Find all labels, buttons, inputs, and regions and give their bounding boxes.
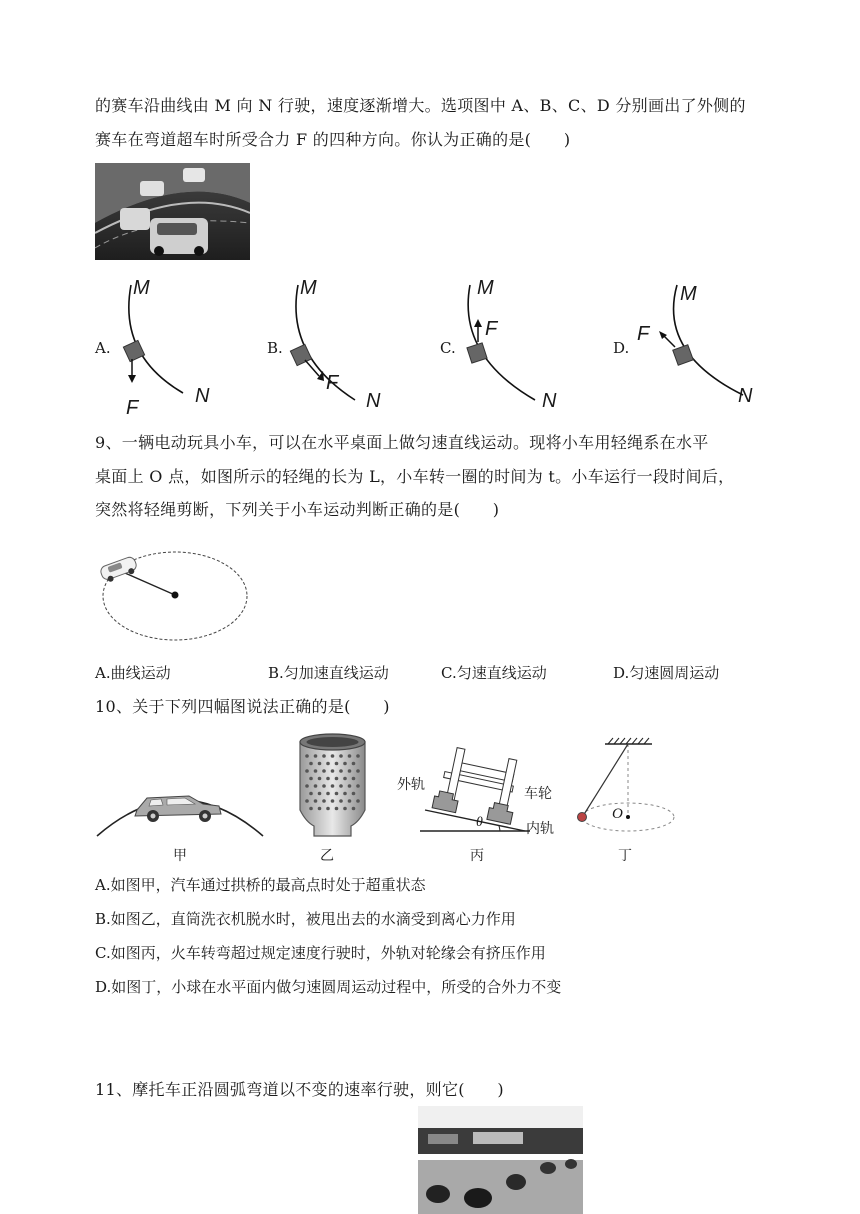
q8-a-f-label: F xyxy=(126,397,139,419)
q10-label-o: O xyxy=(612,806,623,822)
q8-d-f-label: F xyxy=(637,323,650,345)
q10-figure-jia-car-bridge xyxy=(95,770,265,840)
q8-b-n-label: N xyxy=(366,390,381,412)
q10-figure-ding-pendulum xyxy=(570,736,680,836)
option-b-figure xyxy=(290,285,355,400)
q8-option-c-letter: C. xyxy=(440,339,456,357)
q9-choice-b: B.匀加速直线运动 xyxy=(268,664,389,682)
q8-option-a-letter: A. xyxy=(95,339,111,357)
q10-choice-b: B.如图乙，直筒洗衣机脱水时，被甩出去的水滴受到离心力作用 xyxy=(95,910,516,928)
q9-circle-figure xyxy=(95,548,255,643)
q10-stem: 10、关于下列四幅图说法正确的是( ) xyxy=(95,697,390,716)
q8-d-n-label: N xyxy=(738,385,753,407)
option-d-figure xyxy=(659,285,743,395)
q10-caption-jia: 甲 xyxy=(173,848,187,864)
q10-figure-yi-washing-drum xyxy=(295,730,370,840)
q8-c-m-label: M xyxy=(477,277,494,299)
q8-stem-line1: 的赛车沿曲线由 M 向 N 行驶，速度逐渐增大。选项图中 A、B、C、D 分别画出了外侧的 xyxy=(95,96,746,115)
q10-label-wheel: 车轮 xyxy=(524,786,552,802)
q8-a-n-label: N xyxy=(195,385,210,407)
q8-option-b-letter: B. xyxy=(267,339,283,357)
q8-d-m-label: M xyxy=(680,283,697,305)
q9-stem-line1: 9、一辆电动玩具小车，可以在水平桌面上做匀速直线运动。现将小车用轻绳系在水平 xyxy=(95,433,709,452)
q8-b-f-label: F xyxy=(326,372,339,394)
q8-b-m-label: M xyxy=(300,277,317,299)
q10-label-inner-rail: 内轨 xyxy=(526,821,554,837)
option-a-figure xyxy=(123,285,183,393)
q10-caption-bing: 丙 xyxy=(470,848,484,864)
q10-choice-d: D.如图丁，小球在水平面内做匀速圆周运动过程中，所受的合外力不变 xyxy=(95,978,562,996)
q10-label-outer-rail: 外轨 xyxy=(397,777,425,793)
q9-choice-a: A.曲线运动 xyxy=(95,664,171,682)
q8-a-m-label: M xyxy=(133,277,150,299)
q8-stem-line2: 赛车在弯道超车时所受合力 F 的四种方向。你认为正确的是( ) xyxy=(95,130,571,149)
race-cars-photo xyxy=(95,163,250,260)
q10-caption-yi: 乙 xyxy=(320,848,334,864)
q8-c-n-label: N xyxy=(542,390,557,412)
q9-stem-line2: 桌面上 O 点，如图所示的轻绳的长为 L，小车转一圈的时间为 t。小车运行一段时间后， xyxy=(95,467,735,486)
q8-option-d-letter: D. xyxy=(613,339,630,357)
q10-choice-c: C.如图丙，火车转弯超过规定速度行驶时，外轨对轮缘会有挤压作用 xyxy=(95,944,546,962)
q9-choice-d: D.匀速圆周运动 xyxy=(613,664,720,682)
motorcycle-race-photo xyxy=(418,1106,583,1214)
option-c-figure xyxy=(467,285,535,400)
q10-caption-ding: 丁 xyxy=(618,848,632,864)
q10-choice-a: A.如图甲，汽车通过拱桥的最高点时处于超重状态 xyxy=(95,876,426,894)
q8-c-f-label: F xyxy=(485,318,498,340)
q11-stem: 11、摩托车正沿圆弧弯道以不变的速率行驶，则它( ) xyxy=(95,1080,504,1099)
q10-label-theta: θ xyxy=(476,815,483,830)
q9-choice-c: C.匀速直线运动 xyxy=(441,664,547,682)
q9-stem-line3: 突然将轻绳剪断，下列关于小车运动判断正确的是( ) xyxy=(95,500,500,519)
